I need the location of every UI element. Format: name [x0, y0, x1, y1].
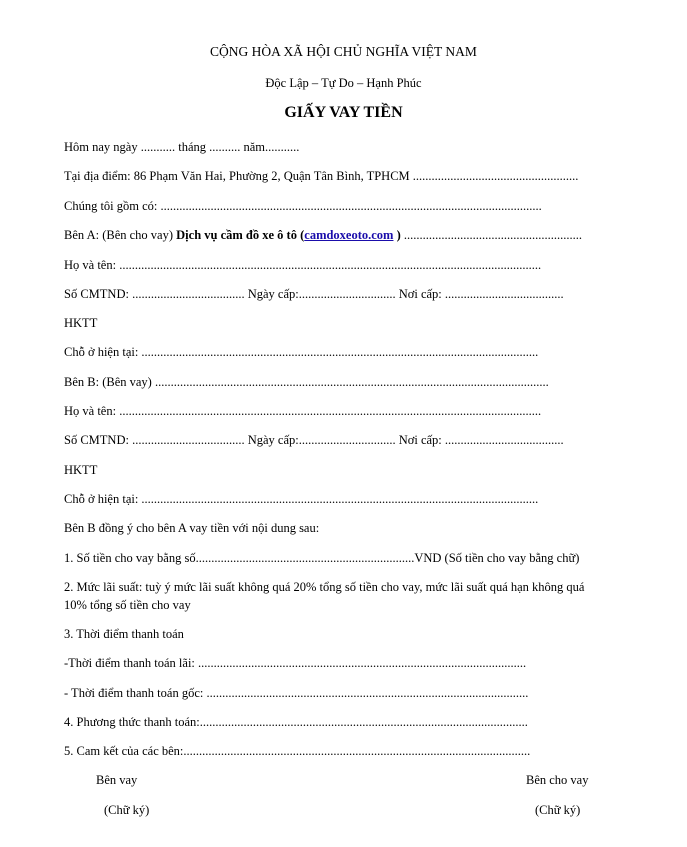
website-link[interactable]: camdoxeoto.com	[304, 228, 394, 242]
party-b-id-line: Số CMTND: .................................... Ngày cấp:............................... Nơi cấp: ......................................	[64, 433, 564, 447]
place-line: Tại địa điểm: 86 Phạm Văn Hai, Phường 2, Quận Tân Bình, TPHCM .....................................................	[64, 169, 579, 183]
interest-rate-line: 2. Mức lãi suất: tuỳ ý mức lãi suất không quá 20% tổng số tiền cho vay, mức lãi suất quá hạn không quá	[64, 580, 585, 594]
party-a-company: Dịch vụ cầm đồ xe ô tô (	[176, 228, 305, 242]
party-b-hktt: HKTT	[64, 463, 98, 477]
lender-signature: (Chữ ký)	[535, 803, 581, 817]
borrower-label: Bên vay	[96, 773, 138, 787]
party-a-line	[64, 227, 582, 243]
country-heading: CỘNG HÒA XÃ HỘI CHỦ NGHĨA VIỆT NAM	[210, 44, 477, 59]
party-a-name-line: Họ và tên: .......................................................................................................................................	[64, 258, 542, 272]
loan-amount-line: 1. Số tiền cho vay bằng số......................................................................VND (Số tiền cho vay bằng chữ)	[64, 551, 580, 565]
document-title: GIẤY VAY TIỀN	[284, 104, 403, 121]
payment-time-heading: 3. Thời điểm thanh toán	[64, 627, 184, 641]
principal-payment-line: - Thời điểm thanh toán gốc: .......................................................................................................	[64, 686, 529, 700]
party-a-address-line: Chỗ ở hiện tại: ...............................................................................................................................	[64, 345, 539, 359]
date-line: Hôm nay ngày ........... tháng .......... năm...........	[64, 140, 300, 154]
party-a-company-end: )	[393, 228, 401, 242]
commitment-line: 5. Cam kết của các bên:...............................................................................................................	[64, 744, 531, 758]
payment-method-line: 4. Phương thức thanh toán:.........................................................................................................	[64, 715, 528, 729]
interest-rate-line-2: 10% tổng số tiền cho vay	[64, 598, 191, 612]
motto: Độc Lập – Tự Do – Hạnh Phúc	[265, 76, 422, 90]
party-b-line: Bên B: (Bên vay) ..............................................................................................................................	[64, 375, 549, 389]
agreement-line: Bên B đồng ý cho bên A vay tiền với nội dung sau:	[64, 521, 320, 535]
party-b-address-line: Chỗ ở hiện tại: ...............................................................................................................................	[64, 492, 539, 506]
borrower-signature: (Chữ ký)	[104, 803, 150, 817]
interest-payment-line: -Thời điểm thanh toán lãi: .........................................................................................................	[64, 656, 527, 670]
party-b-name-line: Họ và tên: .......................................................................................................................................	[64, 404, 542, 418]
lender-label: Bên cho vay	[526, 773, 589, 787]
party-a-prefix: Bên A: (Bên cho vay)	[64, 228, 177, 242]
party-a-hktt: HKTT	[64, 316, 98, 330]
party-a-dots: .........................................................	[400, 228, 583, 242]
parties-line: Chúng tôi gồm có: ..........................................................................................................................	[64, 199, 542, 213]
party-a-id-line: Số CMTND: .................................... Ngày cấp:............................... Nơi cấp: ......................................	[64, 287, 564, 301]
